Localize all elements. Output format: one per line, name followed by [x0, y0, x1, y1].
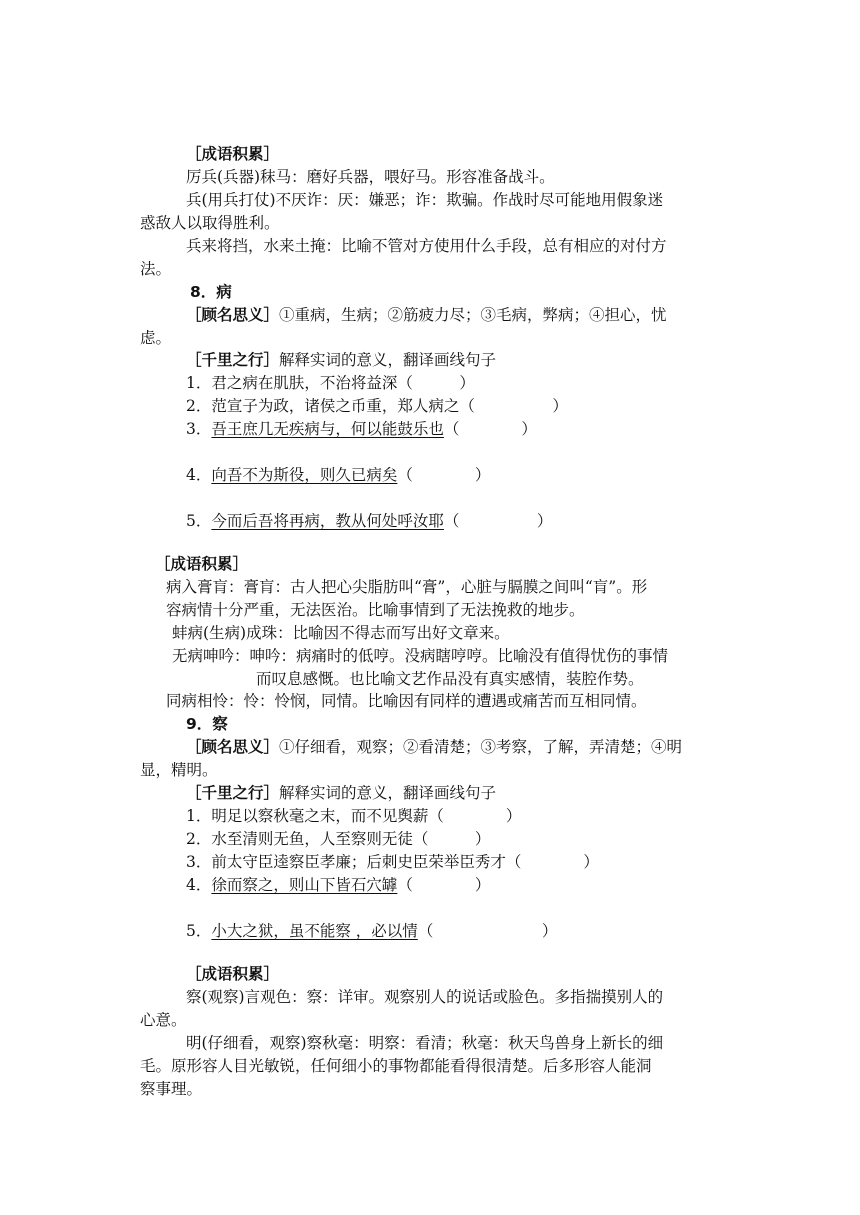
underlined-sentence: 小大之狱，虽不能察 ，必以情	[211, 922, 418, 940]
idiom-entry: 厉兵(兵器)秣马：磨好兵器，喂好马。形容准备战斗。	[186, 168, 555, 186]
exercise-item: 1．明足以察秋毫之末，而不见舆薪（ ）	[186, 807, 522, 825]
underlined-sentence: 向吾不为斯役，则久已病矣	[211, 466, 398, 484]
section-heading: ［成语积累］	[155, 555, 249, 573]
exercise-instruction: 解释实词的意义，翻译画线句子	[279, 784, 497, 802]
section-heading: ［成语积累］	[186, 145, 280, 163]
underlined-sentence: 徐而察之，则山下皆石穴罅	[211, 876, 398, 894]
definition-text: ①仔细看，观察；②看清楚；③考察，了解，弄清楚；④明	[279, 738, 683, 756]
definition-text: ①重病，生病；②筋疲力尽；③毛病，弊病；④担心，忧	[279, 306, 667, 324]
char-heading: 8．病	[190, 283, 232, 301]
idiom-entry: 无病呻吟：呻吟：病痛时的低哼。没病瞎哼哼。比喻没有值得忧伤的事情	[172, 647, 669, 665]
exercise-item: 3．吾王庶几无疾病与，何以能鼓乐也（ ）	[186, 420, 537, 438]
definition-line	[186, 736, 682, 758]
exercise-label: ［千里之行］	[186, 784, 280, 802]
underlined-sentence: 吾王庶几无疾病与，何以能鼓乐也	[211, 420, 444, 438]
idiom-entry-cont: 心意。	[140, 1011, 187, 1029]
underlined-sentence: 今而后吾将再病，教从何处呼汝耶	[211, 512, 444, 530]
idiom-entry: 病入膏肓：膏肓：古人把心尖脂肪叫“膏”，心脏与膈膜之间叫“肓”。形	[166, 578, 648, 596]
idiom-entry: 察(观察)言观色：察：详审。观察别人的说话或脸色。多指揣摸别人的	[186, 988, 664, 1006]
char-heading: 9．察	[186, 715, 228, 733]
exercise-item: 5．今而后吾将再病，教从何处呼汝耶（ ）	[186, 512, 553, 530]
idiom-entry: 明(仔细看，观察)察秋毫：明察：看清；秋毫：秋天鸟兽身上新长的细	[186, 1034, 664, 1052]
exercise-item: 5．小大之狱，虽不能察 ，必以情（ ）	[186, 922, 558, 940]
definition-line	[186, 304, 667, 326]
idiom-entry: 蚌病(生病)成珠：比喻因不得志而写出好文章来。	[172, 624, 510, 642]
exercise-intro	[186, 349, 496, 371]
idiom-entry-cont: 而叹息感慨。也比喻文艺作品没有真实感情，装腔作势。	[256, 670, 644, 688]
exercise-item: 4．向吾不为斯役，则久已病矣（ ）	[186, 466, 491, 484]
definition-label: ［顾名思义］	[186, 306, 280, 324]
idiom-entry-cont: 惑敌人以取得胜利。	[140, 214, 280, 232]
idiom-entry-cont: 容病情十分严重，无法医治。比喻事情到了无法挽救的地步。	[166, 601, 585, 619]
section-heading: ［成语积累］	[186, 965, 280, 983]
idiom-entry-cont: 毛。原形容人目光敏锐，任何细小的事物都能看得很清楚。后多形容人能洞	[140, 1057, 652, 1075]
idiom-entry-cont: 察事理。	[140, 1080, 203, 1098]
exercise-instruction: 解释实词的意义，翻译画线句子	[279, 351, 497, 369]
idiom-entry-cont: 法。	[140, 260, 172, 278]
exercise-intro	[186, 782, 496, 804]
definition-cont: 虑。	[140, 329, 172, 347]
exercise-item: 3．前太守臣逵察臣孝廉；后刺史臣荣举臣秀才（ ）	[186, 853, 599, 871]
definition-label: ［顾名思义］	[186, 738, 280, 756]
idiom-entry: 同病相怜：怜：怜悯，同情。比喻因有同样的遭遇或痛苦而互相同情。	[166, 692, 647, 710]
exercise-label: ［千里之行］	[186, 351, 280, 369]
exercise-item: 1．君之病在肌肤，不治将益深（ ）	[186, 374, 475, 392]
idiom-entry: 兵(用兵打仗)不厌诈：厌：嫌恶；诈：欺骗。作战时尽可能地用假象迷	[186, 191, 664, 209]
exercise-item: 4．徐而察之，则山下皆石穴罅（ ）	[186, 876, 491, 894]
exercise-item: 2．范宣子为政，诸侯之币重，郑人病之（ ）	[186, 397, 568, 415]
idiom-entry: 兵来将挡，水来土掩：比喻不管对方使用什么手段，总有相应的对付方	[186, 237, 667, 255]
exercise-item: 2．水至清则无鱼，人至察则无徒（ ）	[186, 830, 491, 848]
definition-cont: 显，精明。	[140, 761, 218, 779]
